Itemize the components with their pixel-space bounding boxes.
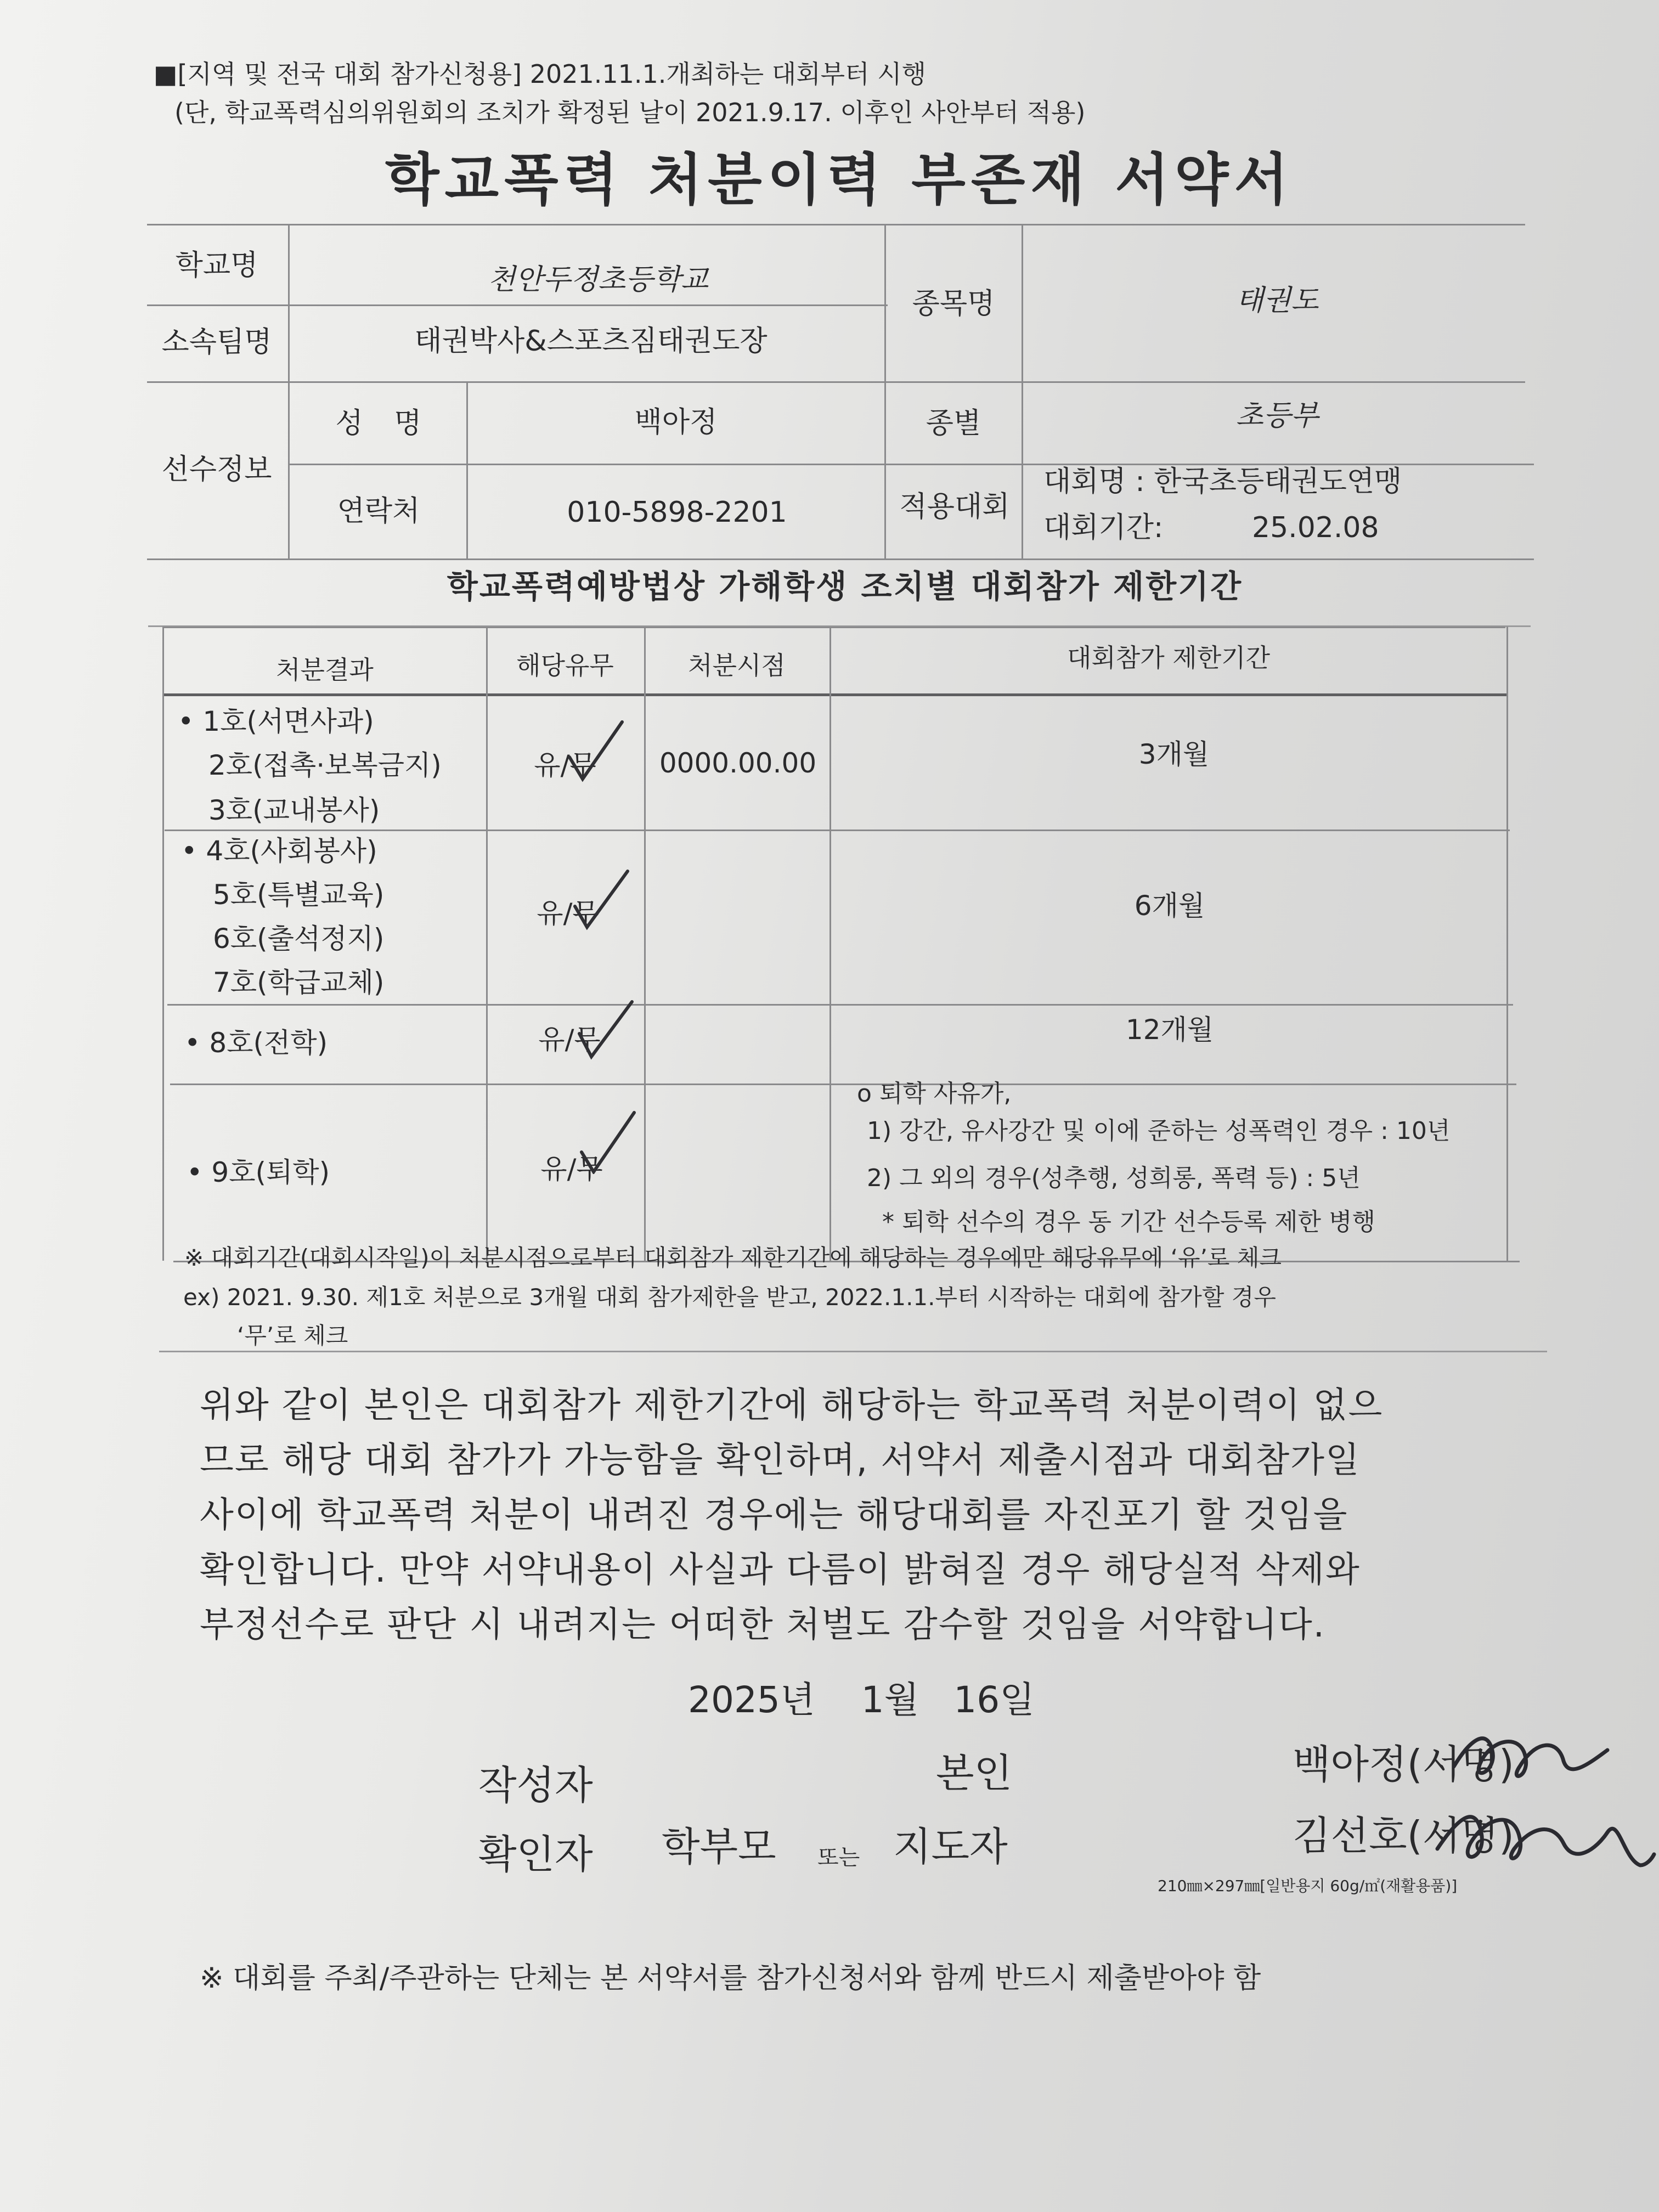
- disposition-item: 7호(학급교체): [213, 967, 385, 998]
- confirmer-label: 확인자: [478, 1831, 593, 1877]
- sport-value: 태권도: [1235, 284, 1319, 317]
- athlete-name-label: 성 명: [335, 407, 422, 440]
- header-line-1: ■[지역 및 전국 대회 참가신청용] 2021.11.1.개최하는 대회부터 시행: [154, 59, 927, 89]
- disposition-item: • 8호(전학): [184, 1027, 328, 1059]
- applied-event-label: 적용대회: [899, 490, 1010, 523]
- contact-value: 010-5898-2201: [567, 496, 787, 529]
- disposition-item: 6호(출석정지): [213, 923, 385, 955]
- expulsion-reason: 2) 그 외의 경우(성추행, 성희롱, 폭력 등) : 5년: [867, 1164, 1361, 1192]
- document-title: 학교폭력 처분이력 부존재 서약서: [385, 148, 1294, 213]
- sport-label: 종목명: [912, 287, 995, 320]
- athlete-info-label: 선수정보: [161, 453, 272, 486]
- header-disposition: 처분결과: [276, 655, 374, 685]
- confirmer-role-coach: 지도자: [893, 1824, 1008, 1870]
- team-name-label: 소속팀명: [161, 326, 272, 359]
- contact-label: 연락처: [337, 495, 420, 528]
- disposition-item: 2호(접촉·보복금지): [208, 749, 442, 781]
- pledge-line: 확인합니다. 만약 서약내용이 사실과 다름이 밝혀질 경우 해당실적 삭제와: [200, 1550, 1361, 1590]
- writer-role: 본인: [936, 1750, 1013, 1796]
- restriction-subtitle: 학교폭력예방법상 가해학생 조치별 대회참가 제한기간: [447, 568, 1243, 605]
- confirmer-role-parent: 학부모: [662, 1824, 776, 1870]
- disposition-date: 0000.00.00: [659, 747, 817, 779]
- checkmark-icon: [575, 998, 635, 1064]
- confirmer-or: 또는: [817, 1845, 860, 1870]
- footer-note: ※ 대회를 주최/주관하는 단체는 본 서약서를 참가신청서와 함께 반드시 제출받아야 함: [200, 1962, 1261, 1995]
- applicable-yes-no: 유/무: [534, 749, 596, 781]
- pledge-line: 므로 해당 대회 참가가 가능함을 확인하며, 서약서 제출시점과 대회참가일: [200, 1440, 1361, 1481]
- school-name-value: 천안두정초등학교: [488, 263, 708, 296]
- applicable-yes-no: 유/무: [537, 898, 599, 929]
- restriction-period: 12개월: [1125, 1014, 1214, 1046]
- header-applicable: 해당유무: [516, 651, 614, 680]
- pledge-line: 부정선수로 판단 시 내려지는 어떠한 처벌도 감수할 것임을 서약합니다.: [200, 1605, 1325, 1645]
- applicable-yes-no: 유/무: [538, 1024, 601, 1056]
- example-note-cont: ‘무’로 체크: [237, 1322, 348, 1349]
- expulsion-reason: o 퇴학 사유가,: [857, 1080, 1012, 1108]
- header-line-2: (단, 학교폭력심의위원회의 조치가 확정된 날이 2021.9.17. 이후인 사안부터 적용): [174, 98, 1086, 127]
- disposition-item: • 1호(서면사과): [178, 706, 374, 737]
- restriction-period: 6개월: [1134, 890, 1205, 922]
- restriction-period: 3개월: [1138, 738, 1210, 770]
- athlete-name-value: 백아정: [634, 406, 718, 439]
- division-label: 종별: [926, 407, 981, 440]
- event-name: 대회명 : 한국초등태권도연맹: [1043, 465, 1402, 498]
- disposition-item: 3호(교내봉사): [208, 794, 380, 826]
- event-period-value: 25.02.08: [1252, 511, 1379, 544]
- event-period-label: 대회기간:: [1043, 511, 1164, 544]
- writer-label: 작성자: [478, 1762, 593, 1808]
- division-value: 초등부: [1235, 399, 1319, 432]
- confirmer-signature-icon: [1426, 1783, 1657, 1893]
- team-name-value: 태권박사&스포츠짐태권도장: [414, 325, 768, 358]
- paper-spec: 210㎜×297㎜[일반용지 60g/㎡(재활용품)]: [1158, 1877, 1458, 1895]
- pledge-date: 2025년 1월 16일: [687, 1679, 1035, 1721]
- pledge-line: 위와 같이 본인은 대회참가 제한기간에 해당하는 학교폭력 처분이력이 없으: [200, 1385, 1384, 1426]
- header-disposition-date: 처분시점: [688, 651, 786, 680]
- expulsion-reason: * 퇴학 선수의 경우 동 기간 선수등록 제한 병행: [882, 1208, 1375, 1236]
- writer-name: 백아정(서명): [1293, 1741, 1514, 1787]
- applicable-yes-no: 유/무: [540, 1153, 603, 1185]
- disposition-item: 5호(특별교육): [213, 879, 385, 911]
- disposition-item: • 9호(퇴학): [187, 1156, 330, 1188]
- check-note: ※ 대회기간(대회시작일)이 처분시점으로부터 대회참가 제한기간에 해당하는 경우에만 해당유무에 ‘유’로 체크: [184, 1244, 1282, 1271]
- header-restriction-period: 대회참가 제한기간: [1066, 643, 1271, 673]
- pledge-line: 사이에 학교폭력 처분이 내려진 경우에는 해당대회를 자진포기 할 것임을: [200, 1495, 1348, 1536]
- checkmark-icon: [577, 1108, 637, 1174]
- checkmark-icon: [565, 719, 625, 785]
- checkmark-icon: [571, 867, 631, 933]
- example-note: ex) 2021. 9.30. 제1호 처분으로 3개월 대회 참가제한을 받고, 2022.1.1.부터 시작하는 대회에 참가할 경우: [183, 1284, 1276, 1311]
- school-name-label: 학교명: [175, 249, 258, 282]
- confirmer-name: 김선호(서명): [1293, 1813, 1514, 1859]
- expulsion-reason: 1) 강간, 유사강간 및 이에 준하는 성폭력인 경우 : 10년: [867, 1117, 1451, 1145]
- disposition-item: • 4호(사회봉사): [181, 835, 377, 867]
